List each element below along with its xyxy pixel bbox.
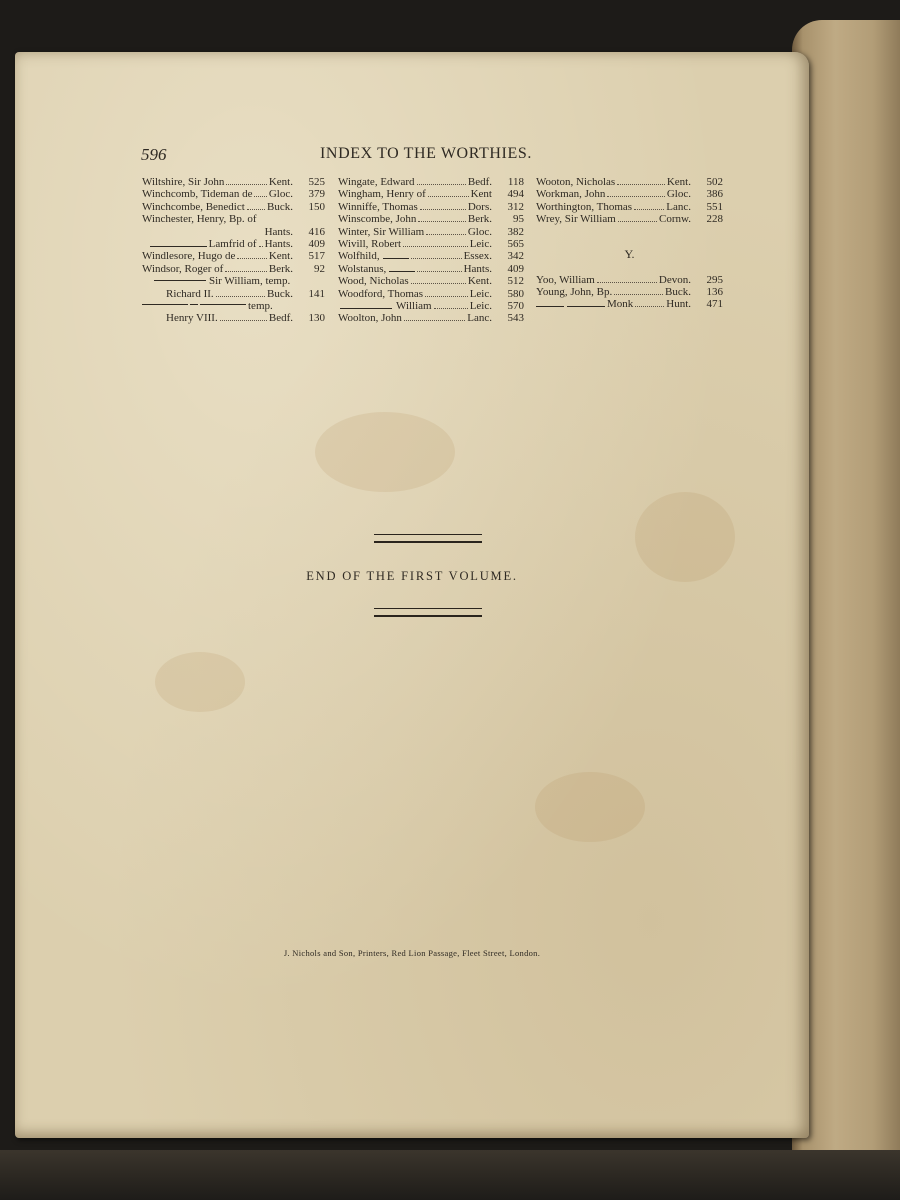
section-letter: Y. xyxy=(624,246,635,261)
end-of-volume-text: END OF THE FIRST VOLUME. xyxy=(306,569,518,583)
index-entry: Wivill, Robert Leic. 565 xyxy=(338,237,524,250)
index-entry: Wrey, Sir William Cornw. 228 xyxy=(536,213,723,226)
index-entry: Sir William, temp. xyxy=(142,275,325,287)
paper-stain xyxy=(535,772,645,842)
index-entry-continuation: Henry VIII. Bedf. 130 xyxy=(166,312,325,325)
index-entry: Winter, Sir William Gloc. 382 xyxy=(338,225,524,238)
index-entry: Workman, John Gloc. 386 xyxy=(536,188,723,201)
index-entry: Wingham, Henry of Kent 494 xyxy=(338,188,524,201)
index-entry: Winchcomb, Tideman de Gloc. 379 xyxy=(142,188,325,201)
index-entry: Wiltshire, Sir John Kent. 525 xyxy=(142,176,325,188)
index-entry: Windlesore, Hugo de Kent. 517 xyxy=(142,250,325,263)
index-entry: Monk Hunt. 471 xyxy=(536,298,723,310)
paper-stain xyxy=(155,652,245,712)
index-entry: Winchester, Henry, Bp. of xyxy=(142,213,257,226)
book-page xyxy=(15,52,809,1138)
index-column-2 xyxy=(338,176,524,325)
index-column-3 xyxy=(536,176,723,311)
index-entry: William Leic. 570 xyxy=(338,300,524,312)
index-entry: Yoo, William Devon. 295 xyxy=(536,273,723,286)
index-entry-continuation: Richard II. Buck. 141 xyxy=(166,287,325,300)
index-entry: Worthington, Thomas Lanc. 551 xyxy=(536,200,723,213)
table-surface xyxy=(0,1150,900,1200)
index-entry: Woolton, John Lanc. 543 xyxy=(338,312,524,325)
index-entry: Woodford, Thomas Leic. 580 xyxy=(338,287,524,300)
index-column-1 xyxy=(142,176,325,325)
index-entry: temp. xyxy=(142,300,325,312)
index-entry: Young, John, Bp. Buck. 136 xyxy=(536,285,723,298)
index-entry-continuation: Hants. 416 xyxy=(264,225,325,238)
index-entry: Lamfrid of Hants. 409 xyxy=(142,238,325,250)
index-entry: Winchcombe, Benedict Buck. 150 xyxy=(142,200,325,213)
double-rule-top xyxy=(374,534,482,543)
running-title: INDEX TO THE WORTHIES. xyxy=(320,145,532,162)
index-entry: Winniffe, Thomas Dors. 312 xyxy=(338,200,524,213)
index-entry: Wood, Nicholas Kent. 512 xyxy=(338,275,524,288)
index-entry: Wolstanus, Hants. 409 xyxy=(338,262,524,275)
index-entry: Wooton, Nicholas Kent. 502 xyxy=(536,176,723,188)
index-entry: Windsor, Roger of Berk. 92 xyxy=(142,262,325,275)
double-rule-bottom xyxy=(374,608,482,617)
page-number: 596 xyxy=(141,145,167,164)
index-entry: Wingate, Edward Bedf. 118 xyxy=(338,176,524,188)
paper-stain xyxy=(315,412,455,492)
printer-imprint: J. Nichols and Son, Printers, Red Lion Passage, Fleet Street, London. xyxy=(283,948,541,958)
index-entry: Wolfhild, Essex. 342 xyxy=(338,250,524,263)
index-entry: Winscombe, John Berk. 95 xyxy=(338,213,524,226)
